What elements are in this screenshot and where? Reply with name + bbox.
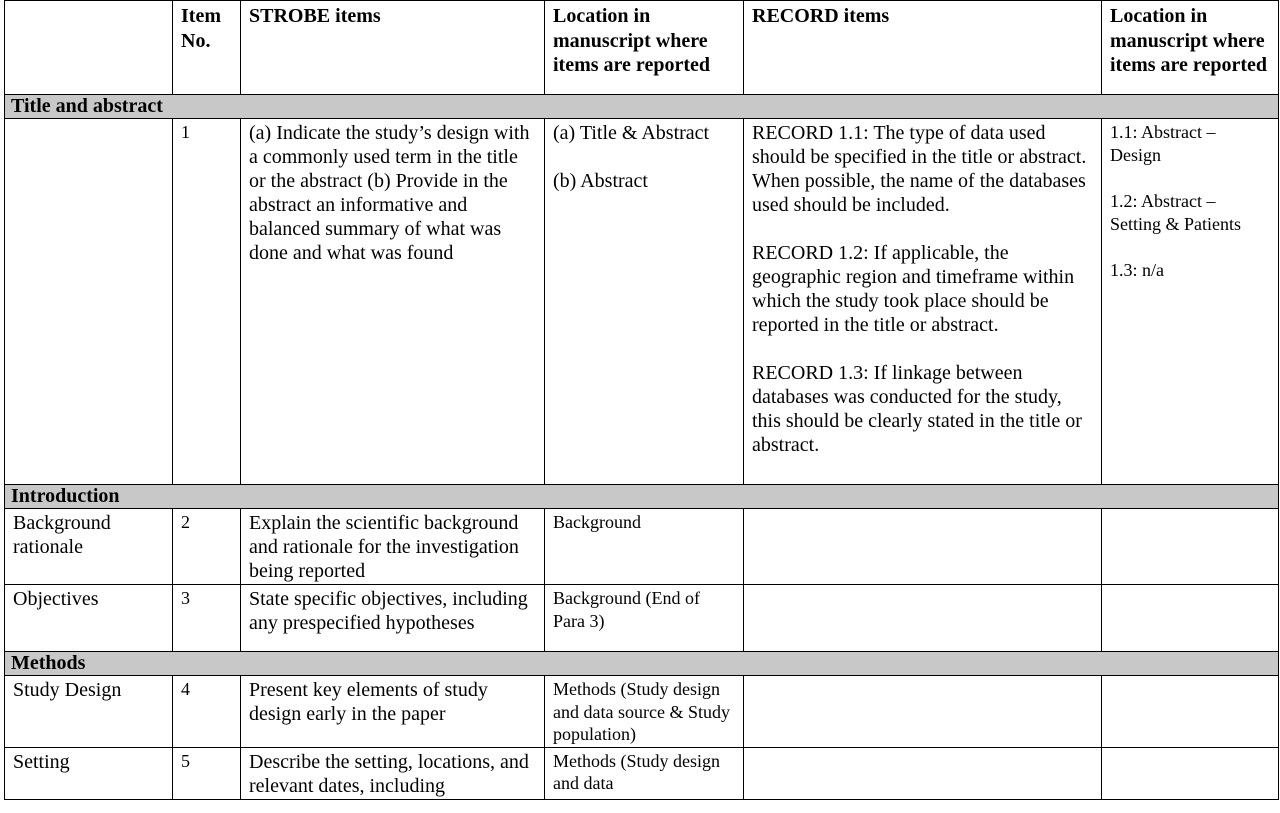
cell-label: Setting: [5, 747, 173, 799]
cell-record-location: [1102, 676, 1279, 748]
header-location-record: Location in manuscript where items are reported: [1102, 1, 1279, 95]
spacer: [752, 217, 1093, 241]
strobe-record-checklist-document: [4, 0, 1278, 800]
spacer: [553, 145, 735, 169]
header-blank: [5, 1, 173, 95]
cell-record-items: [744, 747, 1102, 799]
cell-label: Study Design: [5, 676, 173, 748]
cell-record-location: [1102, 509, 1279, 585]
header-strobe-items: STROBE items: [241, 1, 545, 95]
cell-location: Methods (Study design and data: [545, 747, 744, 799]
section-introduction: Introduction: [5, 485, 1279, 509]
cell-location: [545, 119, 744, 485]
cell-label: Background rationale: [5, 509, 173, 585]
location-b: (b) Abstract: [553, 170, 648, 192]
table-row-objectives: [5, 585, 1279, 652]
cell-label-empty: [5, 119, 173, 485]
cell-strobe-text: Describe the setting, locations, and relevant dates, including: [241, 747, 545, 799]
cell-strobe-text: Explain the scientific background and rationale for the investigation being reported: [241, 509, 545, 585]
cell-item-no: 3: [173, 585, 241, 652]
cell-location: Background: [545, 509, 744, 585]
cell-strobe-text: Present key elements of study design early in the paper: [241, 676, 545, 748]
header-record-items: RECORD items: [744, 1, 1102, 95]
table-row-setting: [5, 747, 1279, 799]
record-1-2: RECORD 1.2: If applicable, the geographic region and timeframe within which the study took place should be reported in the title or abstract.: [752, 242, 1075, 336]
spacer: [752, 337, 1093, 361]
section-methods: Methods: [5, 652, 1279, 676]
header-row: [5, 1, 1279, 95]
cell-location: Methods (Study design and data source & Study population): [545, 676, 744, 748]
cell-record-location: [1102, 119, 1279, 485]
cell-record-items: [744, 509, 1102, 585]
record-location-1-3: 1.3: n/a: [1110, 260, 1164, 280]
cell-strobe-text: State specific objectives, including any prespecified hypotheses: [241, 585, 545, 652]
section-row-introduction: [5, 485, 1279, 509]
record-location-1-2: 1.2: Abstract – Setting & Patients: [1110, 191, 1242, 234]
cell-label: Objectives: [5, 585, 173, 652]
header-location-strobe: Location in manuscript where items are reported: [545, 1, 744, 95]
section-row-methods: [5, 652, 1279, 676]
section-title-abstract: Title and abstract: [5, 95, 1279, 119]
cell-record-items: [744, 676, 1102, 748]
header-item-no: Item No.: [173, 1, 241, 95]
cell-record-location: [1102, 747, 1279, 799]
record-1-3: RECORD 1.3: If linkage between databases was conducted for the study, this should be clearly stated in the title or abstract.: [752, 362, 1082, 456]
cell-record-location: [1102, 585, 1279, 652]
record-1-1: RECORD 1.1: The type of data used should be specified in the title or abstract. When possible, the name of the databases used should be included.: [752, 122, 1087, 216]
cell-item-no: 4: [173, 676, 241, 748]
cell-strobe-text: (a) Indicate the study’s design with a commonly used term in the title or the abstract (b) Provide in the abstract an informative and balanced summary of what was done and what was found: [241, 119, 545, 485]
table-row-study-design: [5, 676, 1279, 748]
cell-item-no: 5: [173, 747, 241, 799]
section-row-title-abstract: [5, 95, 1279, 119]
table-row-title-abstract: [5, 119, 1279, 485]
spacer: [1110, 235, 1270, 259]
record-location-1-1: 1.1: Abstract – Design: [1110, 122, 1216, 165]
spacer: [1110, 166, 1270, 190]
checklist-table: [4, 0, 1279, 800]
cell-record-items: [744, 119, 1102, 485]
table-row-background: [5, 509, 1279, 585]
cell-location: Background (End of Para 3): [545, 585, 744, 652]
location-a: (a) Title & Abstract: [553, 122, 710, 144]
cell-item-no: 1: [173, 119, 241, 485]
cell-record-items: [744, 585, 1102, 652]
cell-item-no: 2: [173, 509, 241, 585]
